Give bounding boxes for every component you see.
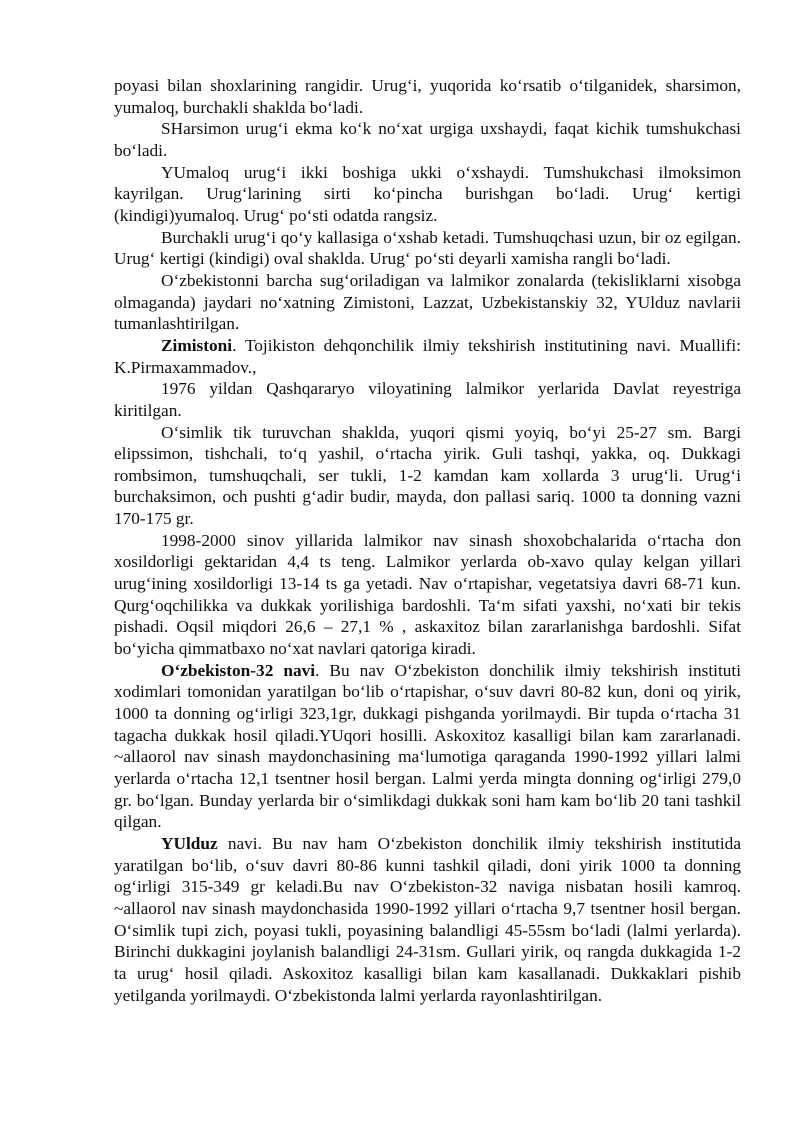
paragraph-5-text: O‘zbekistonni barcha sug‘oriladigan va lalmikor zonalarda (tekisliklarni xisobga olmaganda) jaydari no‘xatning Zimistoni, Lazzat, Uzbekistanskiy 32, YUlduz navlarii tumanlashtirilgan. (114, 270, 741, 334)
paragraph-4 (114, 227, 741, 270)
paragraph-3-text: YUmaloq urug‘i ikki boshiga ukki o‘xshaydi. Tumshukchasi ilmoksimon kayrilgan. Urug‘larining sirti ko‘pincha burishgan bo‘ladi. Urug‘ kertigi (kindigi)yumaloq. Urug‘ po‘sti odatda rangsiz. (114, 162, 741, 225)
paragraph-ozbekiston-32-text: . Bu nav O‘zbekiston donchilik ilmiy tekshirish instituti xodimlari tomonidan yaratilgan bo‘lib o‘rtapishar, o‘suv davri 80-82 kun, doni oq yirik, 1000 ta donning og‘irligi 323,1gr, dukkagi pishganda yorilmaydi. Bir tupda o‘rtacha 31 tagacha dukkak hosil qiladi.YUqori hosilli. Askoxitoz kasalligi bilan kam zararlanadi. ~allaorol nav sinash maydonchasining ma‘lumotiga qaraganda 1990-1992 yillari lalmi yerlarda o‘rtacha 12,1 tsentner hosil bergan. Lalmi yerda mingta donning og‘irligi 279,0 gr. bo‘lgan. Bunday yerlarda bir o‘simlikdagi dukkak soni ham kam bo‘lib 20 tani tashkil qilgan. (114, 660, 741, 832)
paragraph-8-text: O‘simlik tik turuvchan shaklda, yuqori qismi yoyiq, bo‘yi 25-27 sm. Bargi elipssimon, tishchali, to‘q yashil, o‘rtacha yirik. Guli tashqi, yakka, oq. Dukkagi rombsimon, tumshuqchali, ser tukli, 1-2 kamdan kam xollarda 3 urug‘li. Urug‘i burchaksimon, och pushti g‘adir budir, mayda, don pallasi sariq. 1000 ta donning vazni 170-175 gr. (114, 422, 741, 529)
paragraph-9-text: 1998-2000 sinov yillarida lalmikor nav sinash shoxobchalarida o‘rtacha don xosildorligi gektaridan 4,4 ts teng. Lalmikor yerlarda ob-xavo qulay kelgan yillari urug‘ining xosildorligi 13-14 ts ga yetadi. Nav o‘rtapishar, vegetatsiya davri 68-71 kun. Qurg‘oqchilikka va dukkak yorilishiga bardoshli. Ta‘m sifati yaxshi, no‘xati bir tekis pishadi. Oqsil miqdori 26,6 – 27,1 % , askaxitoz bilan zararlanishga bardoshli. Sifat bo‘yicha qimmatbaxo no‘xat navlari qatoriga kiradi. (114, 530, 741, 659)
paragraph-7 (114, 378, 741, 421)
heading-zimistoni: Zimistoni (161, 335, 233, 355)
paragraph-3 (114, 162, 741, 227)
document-page (114, 75, 741, 1006)
paragraph-7-text: 1976 yildan Qashqararyo viloyatining lalmikor yerlarida Davlat reyestriga kiritilgan. (114, 379, 741, 420)
paragraph-yulduz (114, 833, 741, 1006)
paragraph-ozbekiston-32 (114, 660, 741, 833)
paragraph-4-text: Burchakli urug‘i qo‘y kallasiga o‘xshab ketadi. Tumshuqchasi uzun, bir oz egilgan. Urug‘ kertigi (kindigi) oval shaklda. Urug‘ po‘sti deyarli xamisha rangli bo‘ladi. (114, 227, 741, 269)
paragraph-1-text: poyasi bilan shoxlarining rangidir. Urug‘i, yuqorida ko‘rsatib o‘tilganidek, sharsimon, yumaloq, burchakli shaklda bo‘ladi. (114, 76, 741, 117)
paragraph-9 (114, 530, 741, 660)
heading-yulduz: YUlduz (161, 833, 218, 853)
paragraph-8 (114, 422, 741, 530)
paragraph-yulduz-text: navi. Bu nav ham O‘zbekiston donchilik ilmiy tekshirish institutida yaratilgan bo‘lib, o‘suv davri 80-86 kunni tashkil qiladi, doni yirik 1000 ta donning og‘irligi 315-349 gr keladi.Bu nav O‘zbekiston-32 naviga nisbatan hosili kamroq. ~allaorol nav sinash maydonchasida 1990-1992 yillari o‘rtacha 9,7 tsentner hosil bergan. O‘simlik tupi zich, poyasi tukli, poyasining balandligi 45-55sm bo‘ladi (lalmi yerlarda). Birinchi dukkagini joylanish balandligi 24-31sm. Gullari yirik, oq rangda dukkagida 1-2 ta urug‘ hosil qiladi. Askoxitoz kasalligi bilan kam kasallanadi. Dukkaklari pishib yetilganda yorilmaydi. O‘zbekistonda lalmi yerlarda rayonlashtirilgan. (114, 833, 741, 1005)
paragraph-zimistoni (114, 335, 741, 378)
paragraph-2 (114, 118, 741, 161)
paragraph-zimistoni-text: . Tojikiston dehqonchilik ilmiy tekshirish institutining navi. Muallifi: K.Pirmaxammadov., (114, 335, 741, 377)
paragraph-2-text: SHarsimon urug‘i ekma ko‘k no‘xat urgiga uxshaydi, faqat kichik tumshukchasi bo‘ladi. (114, 119, 741, 160)
heading-ozbekiston-32: O‘zbekiston-32 navi (161, 660, 316, 680)
paragraph-1 (114, 75, 741, 118)
paragraph-5 (114, 270, 741, 335)
